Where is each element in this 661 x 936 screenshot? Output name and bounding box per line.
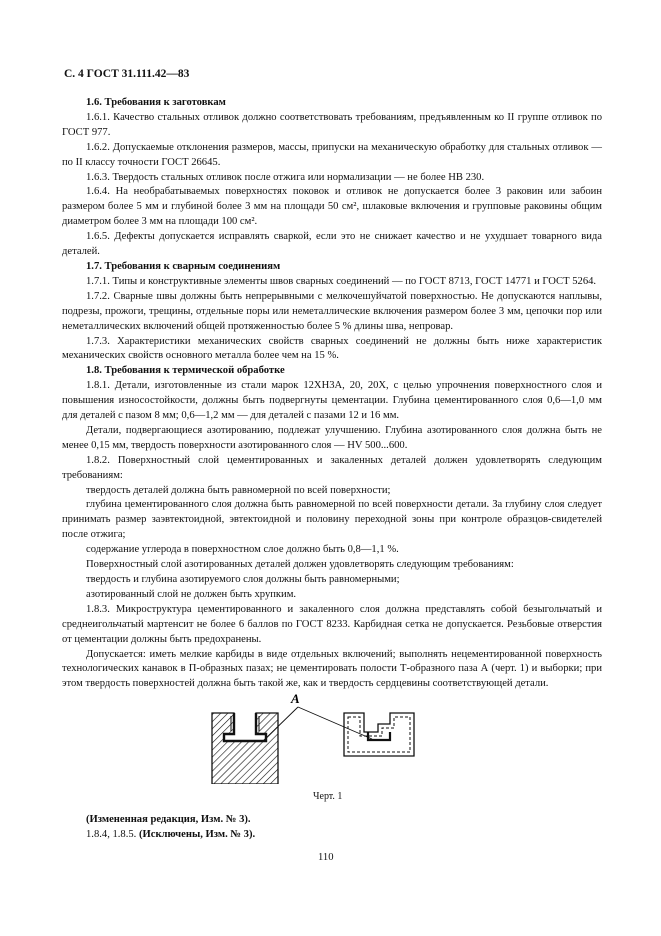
paragraph: содержание углерода в поверхностном слое должно быть 0,8—1,1 %. (86, 544, 399, 556)
paragraph: 1.6.2. Допускаемые отклонения размеров, массы, припуски на механическую обработку для стальных отливок — по II классу точности ГОСТ 26645. (62, 141, 602, 168)
section-heading: 1.8. Требования к термической обработке (86, 365, 285, 377)
right-layer (348, 717, 410, 752)
paragraph: 1.7.2. Сварные швы должны быть непрерывными с мелкочешуйчатой поверхностью. Не допускаются наплывы, подрезы, прожоги, трещины, отдельные поры или неметаллические включения размером более 3 мм, цепочки пор или неметаллических включений общей протяженностью более 5 % длины шва, непровар. (62, 290, 602, 332)
amendment-note: (Измененная редакция, Изм. № 3). (86, 814, 251, 825)
paragraph: Поверхностный слой азотированных деталей должен удовлетворять следующим требованиям: (86, 559, 514, 571)
paragraph: 1.8.2. Поверхностный слой цементированных и закаленных деталей должен удовлетворять следующим требованиям: (62, 454, 602, 481)
paragraph: азотированный слой не должен быть хрупким. (86, 588, 297, 600)
footer-notes (62, 812, 602, 842)
paragraph: глубина цементированного слоя должна быть равномерной по всей поверхности детали. За глубину слоя следует принимать размер заэвтектоидной, эвтектоидной и половину переходной зоны при контроле образцов-свидетелей после отжига; (62, 499, 602, 541)
document-body (62, 96, 602, 692)
section-heading: 1.6. Требования к заготовкам (86, 97, 226, 108)
t-slot-diagram (200, 684, 470, 784)
page-header: С. 4 ГОСТ 31.111.42—83 (64, 68, 190, 80)
excluded-note (62, 827, 602, 842)
figure-caption: Черт. 1 (313, 791, 343, 802)
paragraph: твердость деталей должна быть равномерной по всей поверхности; (86, 484, 391, 496)
paragraph: 1.7.1. Типы и конструктивные элементы швов сварных соединений — по ГОСТ 8713, ГОСТ 14771 и ГОСТ 5264. (86, 275, 597, 287)
paragraph: Допускается: иметь мелкие карбиды в виде отдельных включений; выполнять нецементированной поверхность технологических канавок в П-образных пазах; не цементировать полости Т-образного паза А (черт. 1) и выборки; при этом твердость поверхностей должна быть такой же, как и твердость сердцевины соответствующей детали. (62, 648, 602, 690)
paragraph: 1.6.1. Качество стальных отливок должно соответствовать требованиям, предъявленным ко II группе отливок по ГОСТ 977. (62, 111, 602, 138)
paragraph: 1.6.4. На необрабатываемых поверхностях поковок и отливок не допускается более 3 раковин или забоин размером более 5 мм и глубиной более 3 мм на площади 50 см², шлаковые включения и групповые раковины общим диаметром более 3 мм на площади 100 см². (62, 186, 602, 228)
excluded-note-plain: 1.8.4, 1.8.5. (86, 829, 139, 840)
paragraph: 1.6.3. Твердость стальных отливок после отжига или нормализации — не более НВ 230. (86, 171, 485, 183)
figure-label-a: А (291, 691, 300, 706)
paragraph: Детали, подвергающиеся азотированию, подлежат улучшению. Глубина азотированного слоя должна быть не менее 0,15 мм, твердость поверхности азотированного слоя — HV 500...600. (62, 424, 602, 451)
paragraph: твердость и глубина азотируемого слоя должны быть равномерными; (86, 574, 400, 585)
left-section (212, 713, 278, 784)
paragraph: 1.6.5. Дефекты допускается исправлять сваркой, если это не снижает качество и не ухудшает товарного вида деталей. (62, 231, 602, 258)
paragraph: 1.8.1. Детали, изготовленные из стали марок 12ХН3А, 20, 20Х, с целью упрочнения поверхностного слоя и повышения износостойкости, должны быть подвергнуты цементации. Глубина цементированного слоя 0,6—1,0 мм для деталей с пазом 8 мм; 0,6—1,2 мм — для деталей с пазами 12 и 16 мм. (62, 380, 602, 422)
page-number: 110 (318, 852, 334, 863)
paragraph: 1.7.3. Характеристики механических свойств сварных соединений не должны быть ниже характеристик механических свойств основного металла более чем на 15 %. (62, 335, 602, 362)
figure-1 (200, 684, 470, 784)
right-section (344, 713, 414, 756)
excluded-note-bold: (Исключены, Изм. № 3). (138, 829, 256, 840)
paragraph: 1.8.3. Микроструктура цементированного и закаленного слоя должна представлять собой безыгольчатый и среднеигольчатый мартенсит не более 6 баллов по ГОСТ 8233. Карбидная сетка не допускается. Резьбовые отверстия от цементации должны быть предохранены. (62, 603, 602, 645)
section-heading: 1.7. Требования к сварным соединениям (86, 260, 281, 272)
